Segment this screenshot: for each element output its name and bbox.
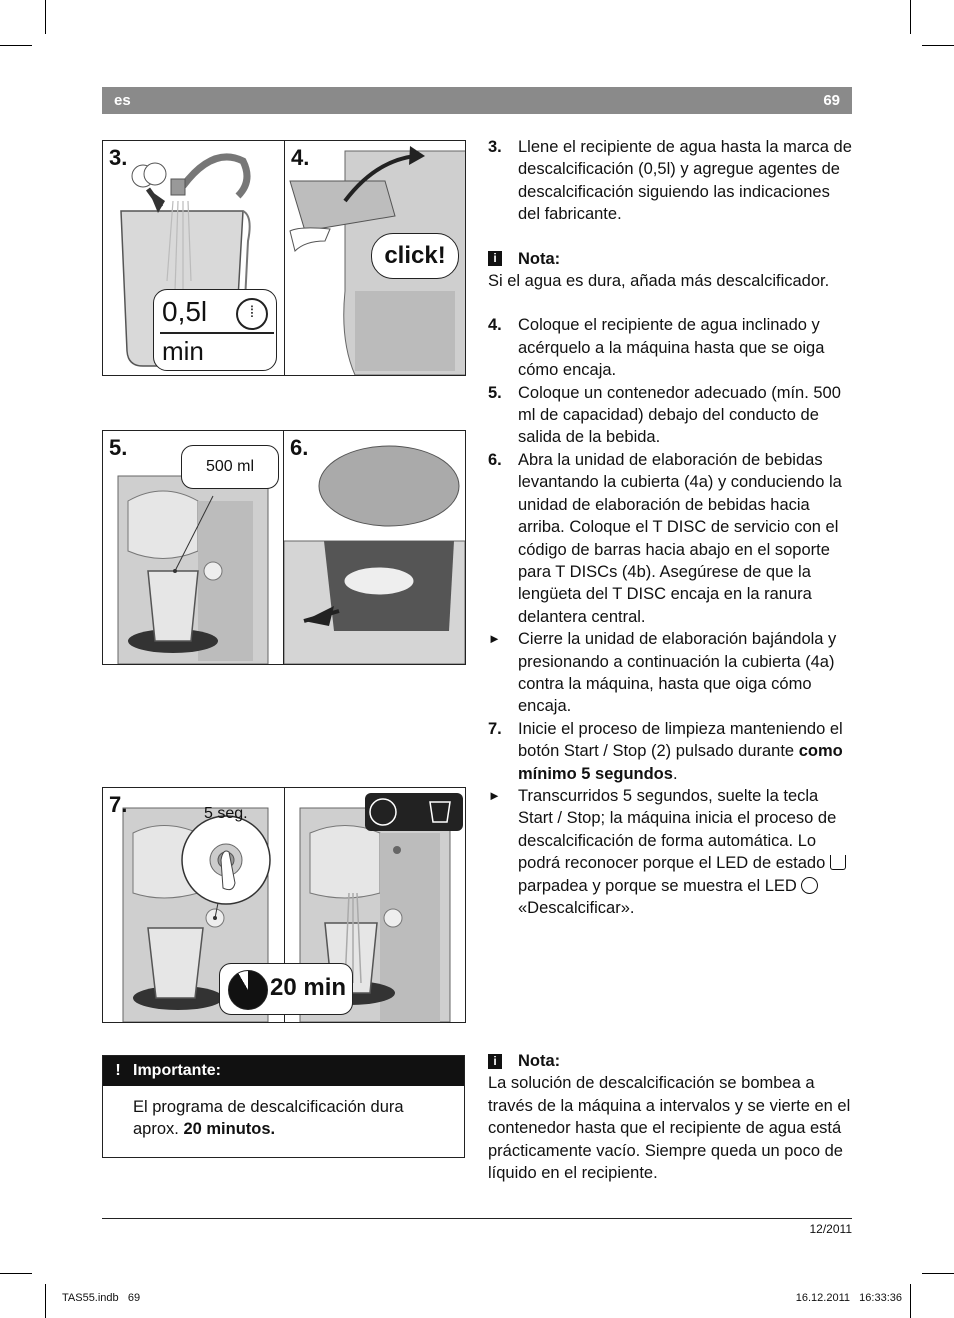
edition-date: 12/2011	[809, 1222, 852, 1236]
duration-callout: 5 seg.	[204, 805, 248, 822]
duration-label: 20 min	[270, 974, 347, 1001]
note-heading: i Nota:	[488, 1050, 852, 1072]
crop-mark	[910, 1284, 911, 1318]
figure-steps-3-4	[102, 140, 466, 376]
min-mark: min	[162, 336, 204, 366]
volume-mark: 0,5l	[162, 296, 208, 327]
list-item: 4. Coloque el recipiente de agua inclinado y acérquelo a la máquina hasta que se oiga cómo encaja.	[488, 316, 825, 380]
important-title: Importante:	[133, 1062, 221, 1079]
crop-mark	[922, 45, 954, 46]
descale-icon	[801, 877, 818, 894]
page-header	[102, 87, 852, 114]
note-heading: i Nota:	[488, 248, 852, 270]
list-item: 6. Abra la unidad de elaboración de bebidas levantando la cubierta (4a) y conduciendo la unidad de elaboración de bebidas hacia arriba. Coloque el T DISC de servicio con el código de barras hacia abajo en el soporte para T DISCs (4b). Asegúrese de que la lengüeta del T DISC encaja en la ranura delantera central.	[488, 450, 842, 626]
info-icon: i	[488, 1054, 502, 1069]
descale-icon: ⁞	[236, 298, 268, 330]
footer-rule	[102, 1218, 852, 1219]
figure-step-number: 6.	[290, 435, 309, 460]
page-number: 69	[823, 92, 840, 109]
important-text: El programa de descalcificación dura aprox. 20 minutos.	[133, 1098, 404, 1139]
arrow-bullet-icon: ►	[488, 631, 501, 647]
capacity-callout: 500 ml	[181, 445, 279, 489]
figure-step-number: 3.	[109, 145, 128, 170]
note-text: Si el agua es dura, añada más descalcificador.	[488, 272, 830, 291]
crop-mark	[910, 0, 911, 34]
warning-icon: !	[115, 1062, 121, 1079]
list-item: 5. Coloque un contenedor adecuado (mín. 500 ml de capacidad) debajo del conducto de salida de la bebida.	[488, 383, 841, 447]
print-slug-timestamp: 16.12.2011 16:33:36	[795, 1292, 902, 1304]
important-header	[103, 1056, 464, 1086]
print-slug-file: TAS55.indb 69	[62, 1292, 141, 1304]
crop-mark	[0, 1273, 32, 1274]
brewing-unit-open-illustration	[284, 431, 465, 664]
cup-icon	[830, 855, 846, 870]
language-code: es	[114, 92, 131, 109]
note-2	[488, 1050, 852, 1184]
clock-icon	[228, 970, 268, 1010]
instructions	[488, 136, 852, 919]
list-item: ► Transcurridos 5 segundos, suelte la tecla Start / Stop; la máquina inicia el proceso de descalcificación de forma automática. Lo podrá reconocer porque el LED de estado parpadea y porque se muestra el LED «Descalcificar».	[488, 785, 852, 919]
note-text: La solución de descalcificación se bombea a través de la máquina a intervalos y se vierte en el contenedor hasta que el recipiente de agua está prácticamente vacío. Siempre queda un poco de líquido en el recipiente.	[488, 1074, 851, 1183]
arrow-bullet-icon: ►	[488, 787, 501, 803]
important-notice	[102, 1055, 465, 1158]
fill-level-label	[153, 289, 277, 371]
figure-steps-5-6	[102, 430, 466, 665]
figure-step-7	[102, 787, 466, 1023]
crop-mark	[0, 45, 32, 46]
duration-timer	[219, 963, 353, 1015]
figure-step-number: 4.	[291, 145, 310, 170]
info-icon: i	[488, 251, 502, 266]
list-item: 7. Inicie el proceso de limpieza manteniendo el botón Start / Stop (2) pulsado durante como mínimo 5 segundos.	[488, 719, 843, 783]
crop-mark	[922, 1273, 954, 1274]
crop-mark	[45, 1284, 46, 1318]
list-item: 3. Llene el recipiente de agua hasta la marca de descalcificación (0,5l) y agregue agentes de descalcificación siguiendo las indicaciones del fabricante.	[488, 138, 852, 224]
click-sound-bubble: click!	[371, 233, 459, 279]
figure-step-number: 5.	[109, 435, 128, 460]
figure-step-number: 7.	[109, 792, 128, 817]
list-item: ► Cierre la unidad de elaboración bajándola y presionando a continuación la cubierta (4a) contra la máquina, hasta que oiga cómo encaja.	[488, 628, 852, 718]
crop-mark	[45, 0, 46, 34]
